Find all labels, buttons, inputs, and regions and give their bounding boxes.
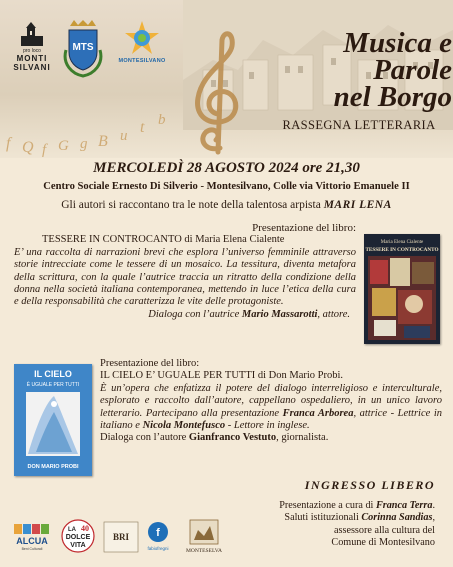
book1-cover xyxy=(364,234,440,344)
book2-section xyxy=(100,358,442,445)
svg-text:DON MARIO PROBI: DON MARIO PROBI xyxy=(27,464,79,470)
book2-cover xyxy=(14,364,92,476)
municipality-shield-logo xyxy=(60,20,106,78)
book2-description: È un’opera che enfatizza il potere del dialogo interreligioso e interculturale, esplorato e raccolto dall’autore, cappellano ospedaliero, in un unico lavoro letterario. Partecipano alla presentazione Franca Arborea, attrice - Lettrice in italiano e Nicola Montefusco - Lettore in inglese. xyxy=(100,382,442,432)
fabiofregni-logo xyxy=(147,522,168,551)
svg-text:b: b xyxy=(158,112,166,128)
event-title: Musica e Parole nel Borgo xyxy=(333,27,452,113)
sponsor-logos xyxy=(14,514,244,558)
credits: Presentazione a cura di Franca Terra. Saluti istituzionali Corinna Sandias, assessore alla cultura del Comune di Montesilvano xyxy=(279,500,435,549)
svg-text:IL CIELO: IL CIELO xyxy=(34,369,72,379)
event-date: MERCOLEDÌ 28 AGOSTO 2024 ore 21,30 xyxy=(93,160,360,176)
svg-text:f: f xyxy=(42,142,47,158)
church-icon xyxy=(19,22,45,48)
book2-dialog: Dialoga con l’autore Gianfranco Vestuto, giornalista. xyxy=(100,432,329,444)
book1-dialog: Dialoga con l’autrice Mario Massarotti, attore. xyxy=(148,308,350,320)
svg-text:fabiofregni: fabiofregni xyxy=(147,546,169,551)
svg-text:Q: Q xyxy=(22,139,34,156)
montesilvano-logo: MONTESILVANO xyxy=(110,20,174,64)
svg-text:TESSERE IN CONTROCANTO: TESSERE IN CONTROCANTO xyxy=(365,247,439,253)
la-dolce-vita-logo xyxy=(62,520,94,552)
svg-text:f: f xyxy=(6,135,11,152)
bri-logo xyxy=(104,522,138,552)
book1-section xyxy=(14,222,356,321)
svg-text:LA: LA xyxy=(68,527,76,533)
svg-text:G: G xyxy=(58,138,69,154)
svg-text:BRI: BRI xyxy=(112,532,130,542)
free-entry-label: INGRESSO LIBERO xyxy=(304,478,435,492)
svg-text:Maria Elena Cialente: Maria Elena Cialente xyxy=(380,240,424,245)
svg-text:MONTESELVA: MONTESELVA xyxy=(185,548,223,554)
alcua-logo xyxy=(14,524,49,551)
svg-text:f: f xyxy=(156,527,160,539)
book1-heading: Presentazione del libro: xyxy=(252,222,356,234)
event-venue: Centro Sociale Ernesto Di Silverio - Montesilvano, Colle via Vittorio Emanuele II xyxy=(43,181,410,192)
svg-text:VITA: VITA xyxy=(70,542,86,549)
svg-text:Beni Culturali: Beni Culturali xyxy=(21,547,43,551)
book2-heading: Presentazione del libro: xyxy=(100,358,200,369)
svg-text:ALCUA: ALCUA xyxy=(16,536,48,546)
book2-title: IL CIELO E’ UGUALE PER TUTTI di Don Mario Probi. xyxy=(100,370,344,382)
svg-text:40: 40 xyxy=(81,524,89,533)
header xyxy=(0,0,453,158)
authors-line: Gli autori si raccontano tra le note della talentosa arpista MARI LENA xyxy=(61,199,392,211)
svg-text:B: B xyxy=(98,133,108,150)
event-subtitle: RASSEGNA LETTERARIA xyxy=(282,118,436,132)
svg-text:t: t xyxy=(140,119,145,136)
crest-icon xyxy=(62,20,104,78)
svg-text:g: g xyxy=(80,136,88,152)
treble-clef-icon xyxy=(176,28,256,156)
svg-text:MTS: MTS xyxy=(72,42,94,53)
star-flower-icon xyxy=(123,20,161,58)
book1-title: TESSERE IN CONTROCANTO di Maria Elena Cialente xyxy=(42,234,285,246)
proloco-monti-silvani-logo: pro loco MONTI SILVANI xyxy=(10,22,54,72)
book1-description: E’ una raccolta di narrazioni brevi che esplora l’universo femminile attraverso storie intrecciate come le tessere di un mosaico. La tessitura, diventa metafora della scrittura, con la quale l’autrice traccia un ritratto della condizione della donna nella società italiana contemporanea, mettendo in luce l’etica della cura e della responsabilità che caratterizza le vite delle protagoniste. xyxy=(14,246,356,308)
svg-text:u: u xyxy=(120,128,128,144)
svg-text:È UGUALE PER TUTTI: È UGUALE PER TUTTI xyxy=(26,382,80,388)
svg-text:DOLCE: DOLCE xyxy=(65,534,91,541)
monteselva-logo xyxy=(186,520,222,554)
